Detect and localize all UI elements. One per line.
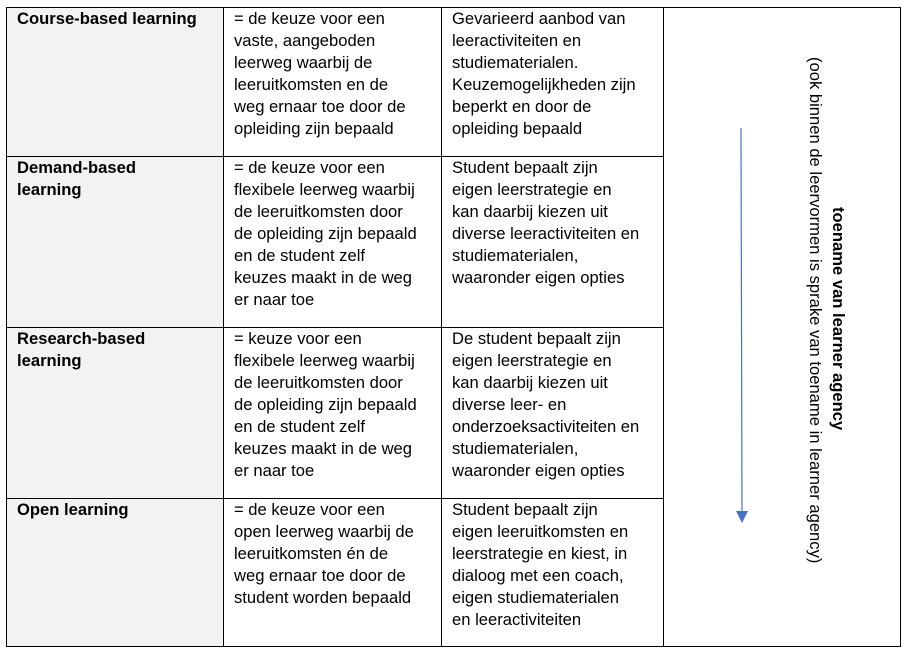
row-divider — [6, 498, 664, 499]
row-2-description: Student bepaalt zijn eigen leerstrategie en kan daarbij kiezen uit diverse leeractiviteiten en studiematerialen, waaronder eigen opties — [452, 158, 640, 287]
row-2-name: Demand-based learning — [6, 156, 224, 328]
row-divider — [6, 327, 664, 328]
row-divider — [6, 156, 664, 157]
learner-agency-subtitle: (ook binnen de leervormen is sprake van toename in learner agency) — [806, 57, 825, 564]
table-border-right — [900, 7, 901, 647]
learner-agency-title: toename van learner agency — [829, 207, 848, 431]
column-divider — [223, 7, 224, 647]
column-divider — [441, 7, 442, 647]
row-3-definition: = keuze voor een flexibele leerweg waarbij de leeruitkomsten door de opleiding zijn bepaald en de student zelf keuzes maakt in de weg er naar toe — [234, 329, 417, 480]
table-border-left — [6, 7, 7, 647]
row-2-definition: = de keuze voor een flexibele leerweg waarbij de leeruitkomsten door de opleiding zijn bepaald en de student zelf keuzes maakt in de weg er naar toe — [234, 158, 417, 309]
arrow-shaft — [741, 128, 742, 513]
column-divider — [663, 7, 664, 647]
row-1-definition: = de keuze voor een vaste, aangeboden leerweg waarbij de leeruitkomsten en de weg ernaar toe door de opleiding zijn bepaald — [234, 9, 406, 138]
row-1-description: Gevarieerd aanbod van leeractiviteiten en studiematerialen. Keuzemogelijkheden zijn beperkt en door de opleiding bepaald — [452, 9, 636, 138]
arrow-down-icon — [733, 128, 751, 526]
row-4-name: Open learning — [6, 498, 224, 647]
row-3-name: Research-based learning — [6, 327, 224, 499]
row-3-description: De student bepaalt zijn eigen leerstrategie en kan daarbij kiezen uit diverse leer- en onderzoeksactiviteiten en studiematerialen, waaronder eigen opties — [452, 329, 640, 480]
arrow-head — [736, 511, 748, 523]
row-4-definition: = de keuze voor een open leerweg waarbij de leeruitkomsten én de weg ernaar toe door de student worden bepaald — [234, 500, 414, 607]
table-border-top — [6, 7, 901, 8]
row-4-description: Student bepaalt zijn eigen leeruitkomsten en leerstrategie en kiest, in dialoog met een coach, eigen studiematerialen en leeractiviteiten — [452, 500, 629, 629]
table-border-bottom — [6, 646, 901, 647]
row-1-name: Course-based learning — [6, 7, 224, 157]
